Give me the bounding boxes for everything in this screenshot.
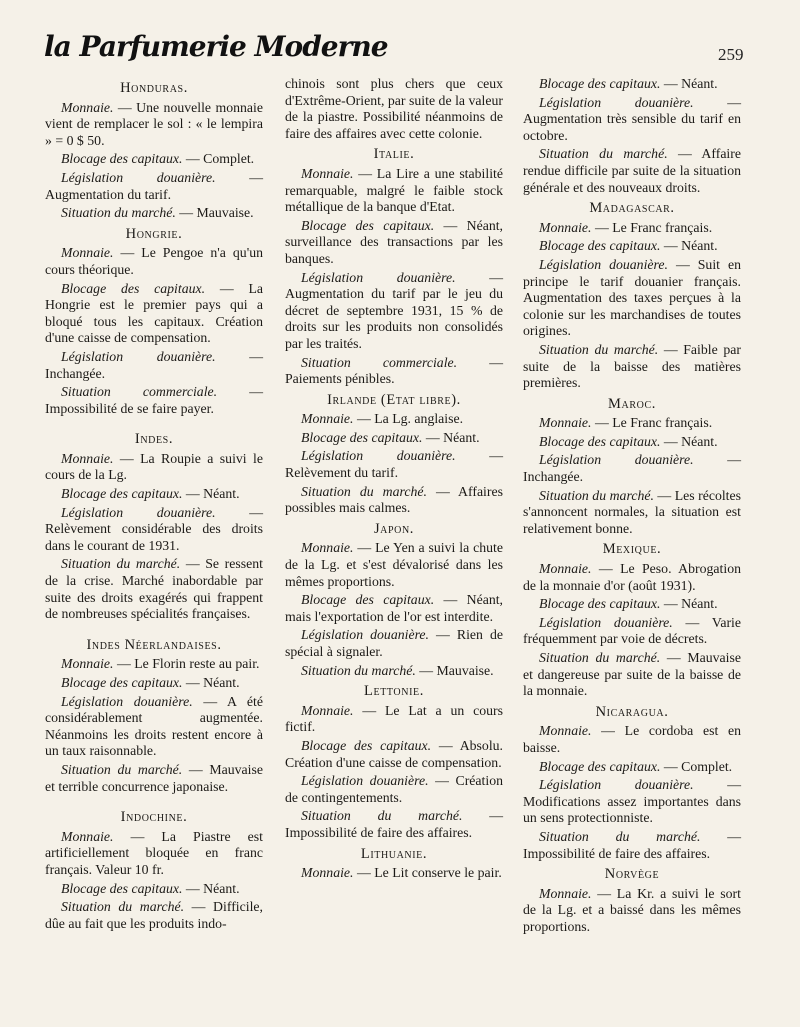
entry-text: — Le Pengoe n'a qu'un cours théorique. <box>45 245 263 277</box>
entry-text: — Varie fréquemment par voie de décrets. <box>523 614 741 647</box>
country-heading: Maroc. <box>608 395 656 412</box>
country-heading: Lithuanie. <box>360 845 428 862</box>
entry-label: Situation du marché. <box>539 341 659 357</box>
entry-paragraph <box>523 434 741 451</box>
entry-label: Blocage des capitaux. <box>301 429 423 445</box>
entry-paragraph <box>285 592 503 625</box>
entry-label: Situation du marché. <box>301 483 427 499</box>
entry-paragraph <box>45 656 263 673</box>
entry-text: — Néant. <box>182 675 240 690</box>
entry-paragraph <box>285 166 503 216</box>
entry-label: Situation du marché. <box>61 556 181 572</box>
entry-paragraph <box>523 257 741 340</box>
entry-text: — Néant. <box>182 486 240 502</box>
entry-paragraph <box>285 218 503 268</box>
entry-paragraph <box>285 703 503 736</box>
entry-paragraph <box>45 899 263 932</box>
entry-label: Législation douanière. <box>61 693 193 709</box>
entry-text: — Complet. <box>660 758 733 774</box>
entry-text: — Mauvaise et dangereuse par suite de la baisse de la monnaie. <box>523 650 741 699</box>
entry-text: — Mauvaise. <box>415 662 494 678</box>
entry-text: — Le Florin reste au pair. <box>113 656 260 672</box>
entry-label: Blocage des capitaux. <box>301 592 435 608</box>
entry-text: chinois sont plus chers que ceux d'Extrême-Orient, par suite de la valeur de la piastre. Possibilité néanmoins de faire des affaires avec cette colonie. <box>285 76 503 141</box>
entry-paragraph <box>285 773 503 806</box>
entry-paragraph <box>285 484 503 517</box>
entry-text: — La Hongrie est le premier pays qui a bloqué tous les capitaux. Création d'une caisse de compensation. <box>45 280 264 346</box>
entry-paragraph <box>285 865 503 882</box>
entry-paragraph <box>523 452 741 485</box>
entry-paragraph <box>285 627 503 660</box>
country-heading: Japon. <box>373 520 415 537</box>
entry-label: Monnaie. <box>301 165 354 181</box>
entry-paragraph <box>523 561 741 594</box>
entry-paragraph <box>285 448 503 481</box>
entry-text: — La Piastre est artificiellement bloquée en franc français. Valeur 10 fr. <box>45 828 263 877</box>
entry-text: — Néant, surveillance des transactions par les banques. <box>285 217 504 266</box>
entry-label: Monnaie. <box>301 702 354 718</box>
entry-text: — Néant. <box>660 433 718 449</box>
entry-text: — Impossibilité de faire des affaires. <box>285 808 504 840</box>
entry-paragraph <box>285 76 503 142</box>
entry-text: — A été considérablement augmentée. Néanmoins les droits restent encore à un taux raisonnable. <box>45 693 264 759</box>
entry-paragraph <box>45 762 263 795</box>
entry-paragraph <box>45 829 263 879</box>
entry-label: Situation du marché. <box>539 487 654 503</box>
entry-label: Monnaie. <box>539 415 592 431</box>
entry-label: Monnaie. <box>61 450 114 466</box>
entry-label: Législation douanière. <box>61 169 216 185</box>
entry-text: — Affaire rendue difficile par suite de la situation générale et des nouveaux droits. <box>523 146 741 195</box>
entry-label: Législation douanière. <box>61 504 216 520</box>
entry-text: — Se ressent de la crise. Marché inabordable par suite des droits exagérés qui frappent de nombreuses spécialités françaises. <box>45 556 263 622</box>
entry-label: Situation du marché. <box>61 899 185 915</box>
column-3 <box>523 76 741 938</box>
entry-label: Situation commerciale. <box>301 354 458 370</box>
entry-text: — La Lire a une stabilité remarquable, malgré le faible stock métallique de la banque d'Etat. <box>285 165 503 215</box>
entry-text: — Faible par suite de la baisse des matières premières. <box>523 341 741 391</box>
entry-text: — Complet. <box>182 151 255 167</box>
entry-text: — Affaires possibles mais calmes. <box>285 483 503 516</box>
entry-paragraph <box>523 650 741 700</box>
country-heading: Madagascar. <box>589 200 675 217</box>
entry-text: — Néant, mais l'exportation de l'or est interdite. <box>285 592 504 624</box>
entry-paragraph <box>45 281 263 347</box>
entry-text: — Une nouvelle monnaie vient de remplacer le sol : « le lempira » = 0 $ 50. <box>45 99 263 148</box>
entry-label: Législation douanière. <box>301 773 429 789</box>
entry-text: — Le Franc français. <box>591 415 713 431</box>
country-heading: Lettonie. <box>364 683 424 700</box>
entry-text: — Le Lat a un cours fictif. <box>285 702 503 735</box>
entry-label: Situation du marché. <box>539 828 701 844</box>
country-heading: Irlande (Etat libre). <box>327 391 461 408</box>
country-heading: Italie. <box>373 146 415 163</box>
entry-label: Situation du marché. <box>61 761 183 777</box>
entry-label: Situation du marché. <box>301 808 463 824</box>
entry-paragraph <box>285 411 503 428</box>
entry-text: — Le Franc français. <box>591 219 713 235</box>
entry-text: — Impossibilité de faire des affaires. <box>523 828 742 861</box>
column-1 <box>45 76 263 934</box>
entry-text: — Les récoltes s'annoncent normales, la situation est relativement bonne. <box>523 487 741 536</box>
entry-text: — Rien de spécial à signaler. <box>285 627 503 659</box>
entry-paragraph <box>523 615 741 648</box>
entry-label: Blocage des capitaux. <box>539 433 661 449</box>
entry-paragraph <box>45 170 263 203</box>
entry-label: Législation douanière. <box>301 448 456 464</box>
entry-paragraph <box>285 808 503 841</box>
entry-text: — Création de contingentements. <box>285 773 503 805</box>
country-heading: Indes. <box>134 431 174 448</box>
entry-label: Blocage des capitaux. <box>301 737 432 753</box>
country-heading: Norvège <box>604 866 660 883</box>
entry-paragraph <box>523 238 741 255</box>
entry-paragraph <box>523 759 741 776</box>
entry-label: Monnaie. <box>61 656 114 672</box>
entry-label: Blocage des capitaux. <box>539 758 661 774</box>
entry-label: Blocage des capitaux. <box>301 217 435 233</box>
entry-paragraph <box>523 146 741 196</box>
entry-paragraph <box>523 95 741 145</box>
entry-text: — Néant. <box>660 238 718 254</box>
entry-paragraph <box>45 451 263 484</box>
country-heading: Mexique. <box>602 541 662 558</box>
entry-paragraph <box>523 777 741 827</box>
entry-text: — Le cordoba est en baisse. <box>523 723 741 755</box>
entry-paragraph <box>45 505 263 555</box>
entry-label: Législation douanière. <box>539 256 668 272</box>
entry-paragraph <box>523 342 741 392</box>
entry-text: — Néant. <box>660 76 718 91</box>
entry-paragraph <box>285 355 503 388</box>
entry-paragraph <box>285 430 503 447</box>
entry-label: Situation du marché. <box>539 146 668 162</box>
country-heading: Nicaragua. <box>595 703 669 720</box>
entry-text: — Absolu. Création d'une caisse de compensation. <box>285 737 504 770</box>
page-number: 259 <box>718 45 744 64</box>
entry-label: Législation douanière. <box>539 614 673 630</box>
entry-paragraph <box>523 886 741 936</box>
entry-text: — Néant. <box>422 429 480 445</box>
entry-label: Blocage des capitaux. <box>61 151 183 167</box>
entry-label: Monnaie. <box>539 885 592 901</box>
entry-text: — Néant. <box>182 880 240 896</box>
entry-label: Législation douanière. <box>61 348 216 364</box>
entry-paragraph <box>285 663 503 680</box>
entry-paragraph <box>45 151 263 168</box>
entry-text: — Augmentation du tarif par le jeu du décret de septembre 1931, 15 % de droits sur les produits non consolidés par les traités. <box>285 269 504 351</box>
entry-label: Situation commerciale. <box>61 384 218 400</box>
entry-label: Législation douanière. <box>301 627 430 643</box>
entry-label: Blocage des capitaux. <box>539 596 661 612</box>
entry-paragraph <box>45 384 263 417</box>
entry-label: Blocage des capitaux. <box>539 76 661 91</box>
entry-label: Situation du marché. <box>301 662 416 678</box>
entry-paragraph <box>45 349 263 382</box>
entry-text: — Augmentation du tarif. <box>45 169 264 202</box>
entry-paragraph <box>523 596 741 613</box>
entry-paragraph <box>285 270 503 353</box>
entry-label: Législation douanière. <box>539 777 694 793</box>
masthead-logo: la Parfumerie Moderne <box>44 30 388 63</box>
entry-paragraph <box>45 205 263 222</box>
entry-text: — La Kr. a suivi le sort de la Lg. et a baissé dans les mêmes proportions. <box>523 885 741 934</box>
entry-paragraph <box>285 738 503 771</box>
entry-text: — Difficile, dûe au fait que les produits indo- <box>45 899 263 931</box>
entry-label: Situation du marché. <box>539 650 661 665</box>
entry-label: Monnaie. <box>301 865 354 881</box>
entry-paragraph <box>45 100 263 150</box>
country-heading: Hongrie. <box>125 225 183 242</box>
entry-paragraph <box>523 76 741 93</box>
entry-paragraph <box>523 488 741 538</box>
country-heading: Indochine. <box>120 809 188 826</box>
entry-label: Monnaie. <box>301 411 354 427</box>
entry-label: Monnaie. <box>539 561 592 577</box>
country-heading: Indes Néerlandaises. <box>86 636 222 653</box>
entry-label: Blocage des capitaux. <box>539 238 661 254</box>
entry-label: Blocage des capitaux. <box>61 280 206 296</box>
entry-text: — Le Lit conserve le pair. <box>353 865 502 881</box>
entry-label: Législation douanière. <box>301 269 456 285</box>
entry-text: — Relèvement considérable des droits dans le courant de 1931. <box>45 504 264 553</box>
entry-label: Monnaie. <box>539 723 592 739</box>
entry-text: — Paiements pénibles. <box>285 354 503 387</box>
entry-paragraph <box>523 829 741 862</box>
entry-text: — Impossibilité de se faire payer. <box>45 384 263 416</box>
entry-text: — Néant. <box>660 596 718 612</box>
entry-label: Blocage des capitaux. <box>61 675 183 690</box>
entry-text: — Suit en principe le tarif douanier français. Augmentation des taxes perçues à la colonie sur les marchandises de toutes origines. <box>523 256 742 339</box>
entry-paragraph <box>523 220 741 237</box>
entry-paragraph <box>45 486 263 503</box>
entry-text: — La Roupie a suivi le cours de la Lg. <box>45 450 263 483</box>
entry-paragraph <box>45 694 263 760</box>
entry-paragraph <box>45 881 263 898</box>
entry-paragraph <box>45 556 263 622</box>
entry-text: — Mauvaise et terrible concurrence japonaise. <box>45 761 263 794</box>
entry-paragraph <box>523 415 741 432</box>
entry-paragraph <box>285 540 503 590</box>
entry-paragraph <box>523 723 741 756</box>
entry-label: Monnaie. <box>539 219 592 235</box>
entry-label: Situation du marché. <box>61 205 176 221</box>
entry-label: Monnaie. <box>61 828 114 844</box>
entry-text: — Le Yen a suivi la chute de la Lg. et s'est dévalorisé dans les mêmes proportions. <box>285 540 503 589</box>
entry-paragraph <box>45 675 263 692</box>
entry-text: — Mauvaise. <box>175 205 254 221</box>
entry-label: Monnaie. <box>61 99 114 115</box>
entry-text: — Modifications assez importantes dans un sens protectionniste. <box>523 777 742 826</box>
column-2 <box>285 76 503 884</box>
entry-text: — La Lg. anglaise. <box>353 411 464 427</box>
entry-label: Monnaie. <box>61 245 114 261</box>
entry-text: — Relèvement du tarif. <box>285 448 504 481</box>
entry-text: — Augmentation très sensible du tarif en octobre. <box>523 94 742 143</box>
entry-label: Législation douanière. <box>539 94 694 110</box>
entry-label: Blocage des capitaux. <box>61 486 183 502</box>
entry-label: Blocage des capitaux. <box>61 880 183 896</box>
entry-text: — Inchangée. <box>45 348 264 381</box>
country-heading: Honduras. <box>120 80 188 96</box>
entry-text: — Le Peso. Abrogation de la monnaie d'or (août 1931). <box>523 561 741 593</box>
entry-label: Législation douanière. <box>539 452 694 468</box>
entry-label: Monnaie. <box>301 540 354 556</box>
entry-text: — Inchangée. <box>523 452 742 485</box>
entry-paragraph <box>45 245 263 278</box>
